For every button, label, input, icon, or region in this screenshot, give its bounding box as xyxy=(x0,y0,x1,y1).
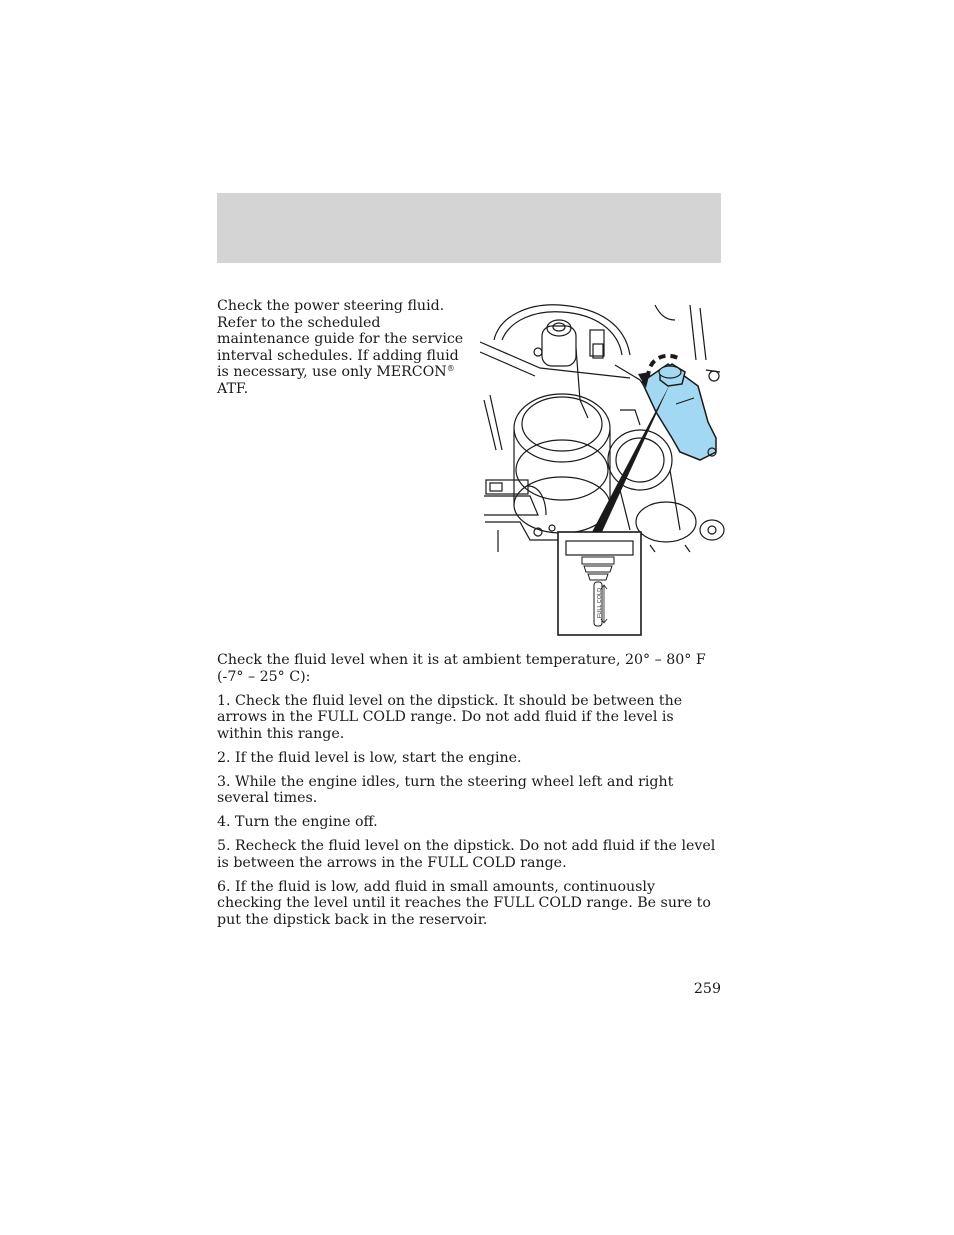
instructions-body xyxy=(217,652,721,936)
power-steering-reservoir-illustration xyxy=(480,300,725,640)
step-4: 4. Turn the engine off. xyxy=(217,814,378,830)
registered-trademark-mark: ® xyxy=(446,364,455,373)
engine-compartment-drawing xyxy=(480,300,725,640)
intro-text: Check the power steering fluid. Refer to the scheduled maintenance guide for the service interval schedules. If adding fluid is necessary, use only MERCON xyxy=(217,298,464,380)
intro-paragraph xyxy=(217,298,472,397)
step-6: 6. If the fluid is low, add fluid in small amounts, continuously checking the level until it reaches the FULL COLD range. Be sure to put the dipstick back in the reservoir. xyxy=(217,878,711,928)
page-number: 259 xyxy=(693,981,721,997)
intro-text-end: ATF. xyxy=(217,380,249,397)
step-1: 1. Check the fluid level on the dipstick. It should be between the arrows in the FULL COLD range. Do not add fluid if the level is within this range. xyxy=(217,692,683,742)
reservoir-icon xyxy=(642,364,716,460)
section-header-band xyxy=(217,193,721,263)
step-5: 5. Recheck the fluid level on the dipstick. Do not add fluid if the level is between the arrows in the FULL COLD range. xyxy=(217,838,716,871)
dipstick-full-cold-label: FULL COLD xyxy=(597,587,603,618)
step-3: 3. While the engine idles, turn the steering wheel left and right several times. xyxy=(217,773,674,806)
ambient-temperature-paragraph: Check the fluid level when it is at ambient temperature, 20° – 80° F (-7° – 25° C): xyxy=(217,652,706,685)
dipstick-inset-box xyxy=(558,532,641,635)
step-2: 2. If the fluid level is low, start the engine. xyxy=(217,749,522,766)
